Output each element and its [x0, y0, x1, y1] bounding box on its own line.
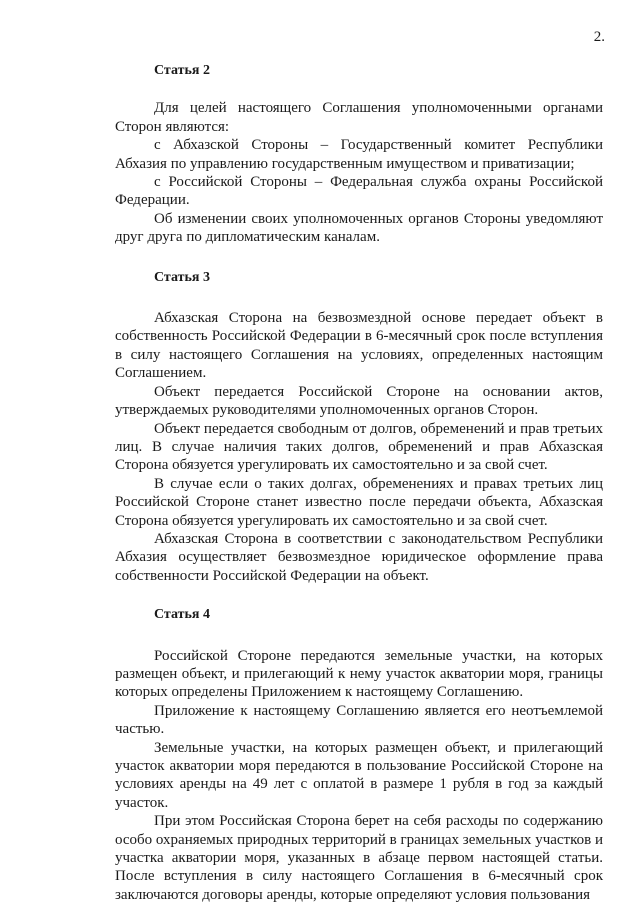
paragraph: Земельные участки, на которых размещен объект, и прилегающий участок акватории моря передаются в пользование Российской Стороне на условиях аренды на 49 лет с оплатой в размере 1 рубля в год за каждый участок.: [115, 739, 603, 811]
article-heading: Статья 4: [154, 607, 210, 623]
paragraph: Российской Стороне передаются земельные участки, на которых размещен объект, и прилегающий к нему участок акватории моря, границы которых определены Приложением к настоящему Соглашению.: [115, 647, 603, 701]
paragraph: Абхазская Сторона на безвозмездной основе передает объект в собственность Российской Федерации в 6-месячный срок после вступления в силу настоящего Соглашения на условиях, определенных настоящим Соглашением.: [115, 310, 603, 382]
page-number: 2.: [593, 29, 605, 45]
article-2: [115, 62, 603, 247]
document-body: [115, 62, 603, 924]
article-heading: Статья 3: [154, 269, 210, 285]
paragraph: Объект передается свободным от долгов, обременений и прав третьих лиц. В случае наличия таких долгов, обременений и прав Абхазская Сторона обязуется урегулировать их самостоятельно и за свой счет.: [115, 420, 603, 474]
paragraph: с Абхазской Стороны – Государственный комитет Республики Абхазия по управлению государственным имуществом и приватизации;: [115, 137, 603, 172]
article-4: [115, 606, 603, 904]
paragraph: Объект передается Российской Стороне на основании актов, утверждаемых руководителями уполномоченных органов Сторон.: [115, 383, 603, 419]
paragraph: Приложение к настоящему Соглашению является его неотъемлемой частью.: [115, 702, 603, 738]
paragraph: Об изменении своих уполномоченных органов Стороны уведомляют друг друга по дипломатическим каналам.: [115, 210, 603, 246]
paragraph: Абхазская Сторона в соответствии с законодательством Республики Абхазия осуществляет безвозмездное юридическое оформление права собственности Российской Федерации на объект.: [115, 530, 603, 584]
paragraph: В случае если о таких долгах, обременениях и правах третьих лиц Российской Стороне станет известно после передачи объекта, Абхазская Сторона обязуется урегулировать их самостоятельно и за свой счет.: [115, 475, 603, 529]
paragraph: с Российской Стороны – Федеральная служба охраны Российской Федерации.: [115, 174, 603, 209]
paragraph: При этом Российская Сторона берет на себя расходы по содержанию особо охраняемых природных территорий в границах земельных участков и участка акватории моря, указанных в абзаце первом настоящей статьи. После вступления в силу настоящего Соглашения в 6-месячный срок заключаются договоры аренды, которые определяют условия пользования: [115, 813, 603, 903]
paragraph: Для целей настоящего Соглашения уполномоченными органами Сторон являются:: [115, 100, 603, 135]
article-3: [115, 269, 603, 586]
article-heading: Статья 2: [154, 63, 210, 78]
